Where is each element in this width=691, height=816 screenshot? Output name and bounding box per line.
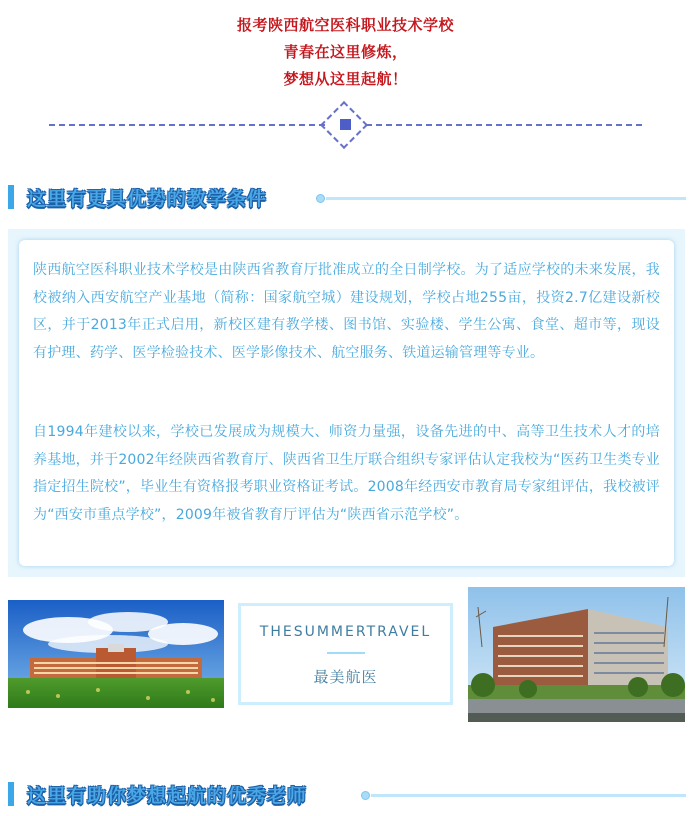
- section-underline-2: [371, 794, 686, 797]
- campus-building-image: [468, 587, 685, 722]
- campus-panorama-image: [8, 600, 224, 708]
- card-title: THESUMMERTRAVEL: [259, 624, 432, 640]
- slogan-line-3: 梦想从这里起航！: [283, 70, 408, 88]
- section-dot-icon-2: [361, 791, 370, 800]
- section-title-teaching: 这里有更具优势的教学条件: [27, 188, 268, 210]
- summer-travel-card: [238, 603, 453, 705]
- section-title-teachers: 这里有助你梦想起航的优秀老师: [27, 785, 308, 807]
- section-marker: [8, 185, 14, 209]
- diamond-center-icon: [340, 119, 351, 130]
- section-marker-2: [8, 782, 14, 806]
- card-rule: [327, 652, 365, 654]
- section-underline: [326, 197, 686, 200]
- slogan-line-2: 青春在这里修炼，: [283, 43, 408, 61]
- slogan-line-1: 报考陕西航空医科职业技术学校: [236, 16, 454, 34]
- intro-paragraph-2: 自1994年建校以来，学校已发展成为规模大、师资力量强，设备先进的中、高等卫生技术人才的培养基地，并于2002年经陕西省教育厅、陕西省卫生厅联合组织专家评估认定我校为“医药卫生类专业指定招生院校”，毕业生有资格报考职业资格证考试。2008年经西安市教育局专家组评估，我校被评为“西安市重点学校”，2009年被省教育厅评估为“陕西省示范学校”。: [33, 424, 660, 523]
- divider-left: [49, 124, 325, 126]
- card-subtitle: 最美航医: [313, 668, 378, 686]
- intro-paragraph-1: 陕西航空医科职业技术学校是由陕西省教育厅批准成立的全日制学校。为了适应学校的未来发展，我校被纳入西安航空产业基地（简称：国家航空城）建设规划，学校占地255亩，投资2.7亿建设新校区，并于2013年正式启用，新校区建有教学楼、图书馆、实验楼、学生公寓、食堂、超市等，现设有护理、药学、医学检验技术、医学影像技术、航空服务、铁道运输管理等专业。: [33, 262, 660, 361]
- section-dot-icon: [316, 194, 325, 203]
- divider-right: [366, 124, 642, 126]
